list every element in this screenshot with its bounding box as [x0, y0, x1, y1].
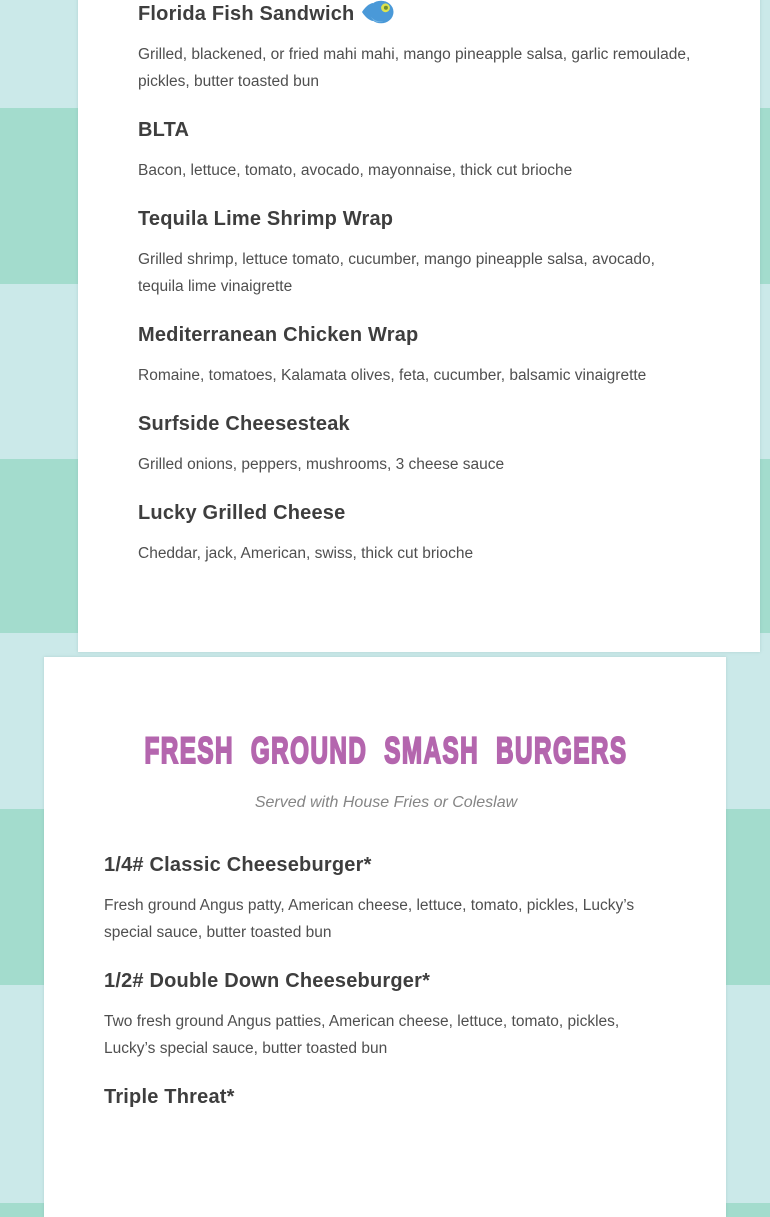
- fish-icon: [361, 0, 394, 24]
- menu-item-description: Fresh ground Angus patty, American cheese, lettuce, tomato, pickles, Lucky’s special sauce, butter toasted bun: [104, 897, 635, 941]
- menu-item-triple-threat: [104, 1085, 668, 1109]
- menu-item-description: Grilled, blackened, or fried mahi mahi, mango pineapple salsa, garlic remoulade, pickles, butter toasted bun: [138, 46, 691, 90]
- menu-item-name: Florida Fish Sandwich: [138, 0, 702, 26]
- menu-item-name: Surfside Cheesesteak: [138, 413, 350, 435]
- menu-item-description: Bacon, lettuce, tomato, avocado, mayonnaise, thick cut brioche: [138, 162, 573, 179]
- menu-item-description: Two fresh ground Angus patties, American cheese, lettuce, tomato, pickles, Lucky’s special sauce, butter toasted bun: [104, 1013, 620, 1057]
- menu-item-name: 1/4# Classic Cheeseburger*: [104, 854, 372, 876]
- menu-item-blta: [138, 118, 702, 184]
- menu-item-tequila-lime-shrimp-wrap: [138, 207, 702, 300]
- menu-item-mediterranean-chicken-wrap: [138, 323, 702, 389]
- sandwiches-card: [78, 0, 760, 652]
- menu-item-name: 1/2# Double Down Cheeseburger*: [104, 970, 431, 992]
- menu-item-name: Tequila Lime Shrimp Wrap: [138, 208, 394, 230]
- burgers-section-header: [104, 730, 668, 772]
- menu-item-florida-fish-sandwich: [138, 0, 702, 95]
- section-title: FRESH GROUND SMASH BURGERS: [144, 730, 628, 772]
- burgers-card: [44, 657, 726, 1217]
- menu-item-name: Triple Threat*: [104, 1086, 235, 1108]
- menu-item-name: Lucky Grilled Cheese: [138, 502, 346, 524]
- menu-item-description: Grilled onions, peppers, mushrooms, 3 cheese sauce: [138, 456, 505, 473]
- menu-item-double-down-cheeseburger: [104, 969, 668, 1062]
- menu-item-surfside-cheesesteak: [138, 412, 702, 478]
- menu-item-lucky-grilled-cheese: [138, 501, 702, 567]
- menu-item-description: Grilled shrimp, lettuce tomato, cucumber, mango pineapple salsa, avocado, tequila lime vinaigrette: [138, 251, 655, 295]
- section-subtitle: Served with House Fries or Coleslaw: [254, 794, 518, 811]
- menu-item-name: Mediterranean Chicken Wrap: [138, 324, 419, 346]
- menu-item-description: Cheddar, jack, American, swiss, thick cut brioche: [138, 545, 474, 562]
- menu-item-classic-cheeseburger: [104, 853, 668, 946]
- menu-item-description: Romaine, tomatoes, Kalamata olives, feta, cucumber, balsamic vinaigrette: [138, 367, 647, 384]
- menu-item-name: BLTA: [138, 119, 190, 141]
